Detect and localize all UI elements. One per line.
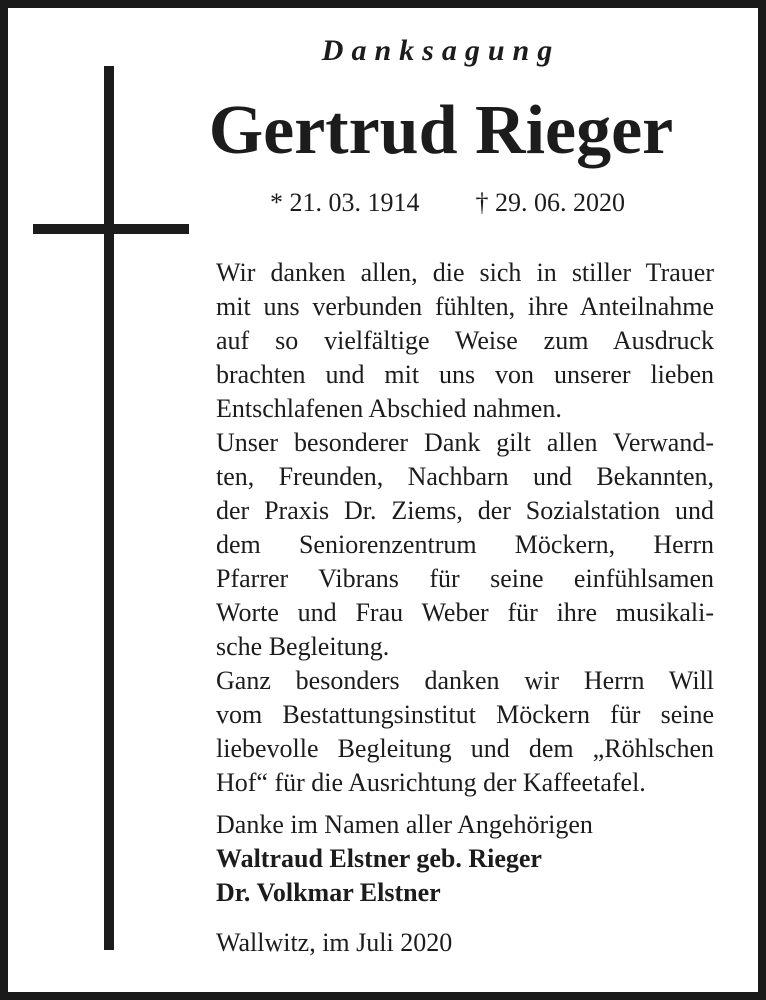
cross-icon-vertical-bar: [104, 66, 114, 950]
text-line: Pfarrer Vibrans für seine einfühlsamen: [216, 564, 714, 593]
obituary-notice: [8, 8, 758, 992]
life-dates: [270, 188, 625, 218]
cross-icon-horizontal-bar: [33, 224, 189, 234]
text-line: liebevolle Begleitung und dem „Röhlschen: [216, 734, 714, 763]
text-line: mit uns verbunden fühlten, ihre Anteilnahme: [216, 292, 714, 321]
text-line: Hof“ für die Ausrichtung der Kaffeetafel.: [216, 768, 646, 797]
signoff-intro: Danke im Namen aller Angehörigen: [216, 810, 593, 839]
text-line: Worte und Frau Weber für ihre musikali-: [216, 598, 714, 627]
signoff-block: [216, 808, 714, 910]
text-line: Ganz besonders danken wir Herrn Will: [216, 666, 714, 695]
deceased-name: Gertrud Rieger: [208, 92, 674, 169]
notice-heading: Danksagung: [321, 34, 561, 67]
signoff-name: Waltraud Elstner geb. Rieger: [216, 844, 542, 873]
text-line: auf so vielfältige Weise zum Ausdruck: [216, 326, 714, 355]
thanks-text: [216, 256, 714, 800]
text-line: brachten und mit uns von unserer lieben: [216, 360, 714, 389]
text-line: Entschlafenen Abschied nahmen.: [216, 394, 562, 423]
text-line: Wir danken allen, die sich in stiller Trauer: [216, 258, 714, 287]
place-and-date: Wallwitz, im Juli 2020: [216, 928, 453, 957]
text-line: ten, Freunden, Nachbarn und Bekannten,: [216, 462, 714, 491]
death-date: † 29. 06. 2020: [475, 188, 625, 217]
text-line: vom Bestattungsinstitut Möckern für seine: [216, 700, 714, 729]
text-line: Unser besonderer Dank gilt allen Verwand-: [216, 428, 714, 457]
text-line: dem Seniorenzentrum Möckern, Herrn: [216, 530, 714, 559]
text-line: sche Begleitung.: [216, 632, 390, 661]
text-line: der Praxis Dr. Ziems, der Sozialstation und: [216, 496, 714, 525]
birth-date: * 21. 03. 1914: [270, 188, 420, 217]
signoff-name: Dr. Volkmar Elstner: [216, 878, 441, 907]
